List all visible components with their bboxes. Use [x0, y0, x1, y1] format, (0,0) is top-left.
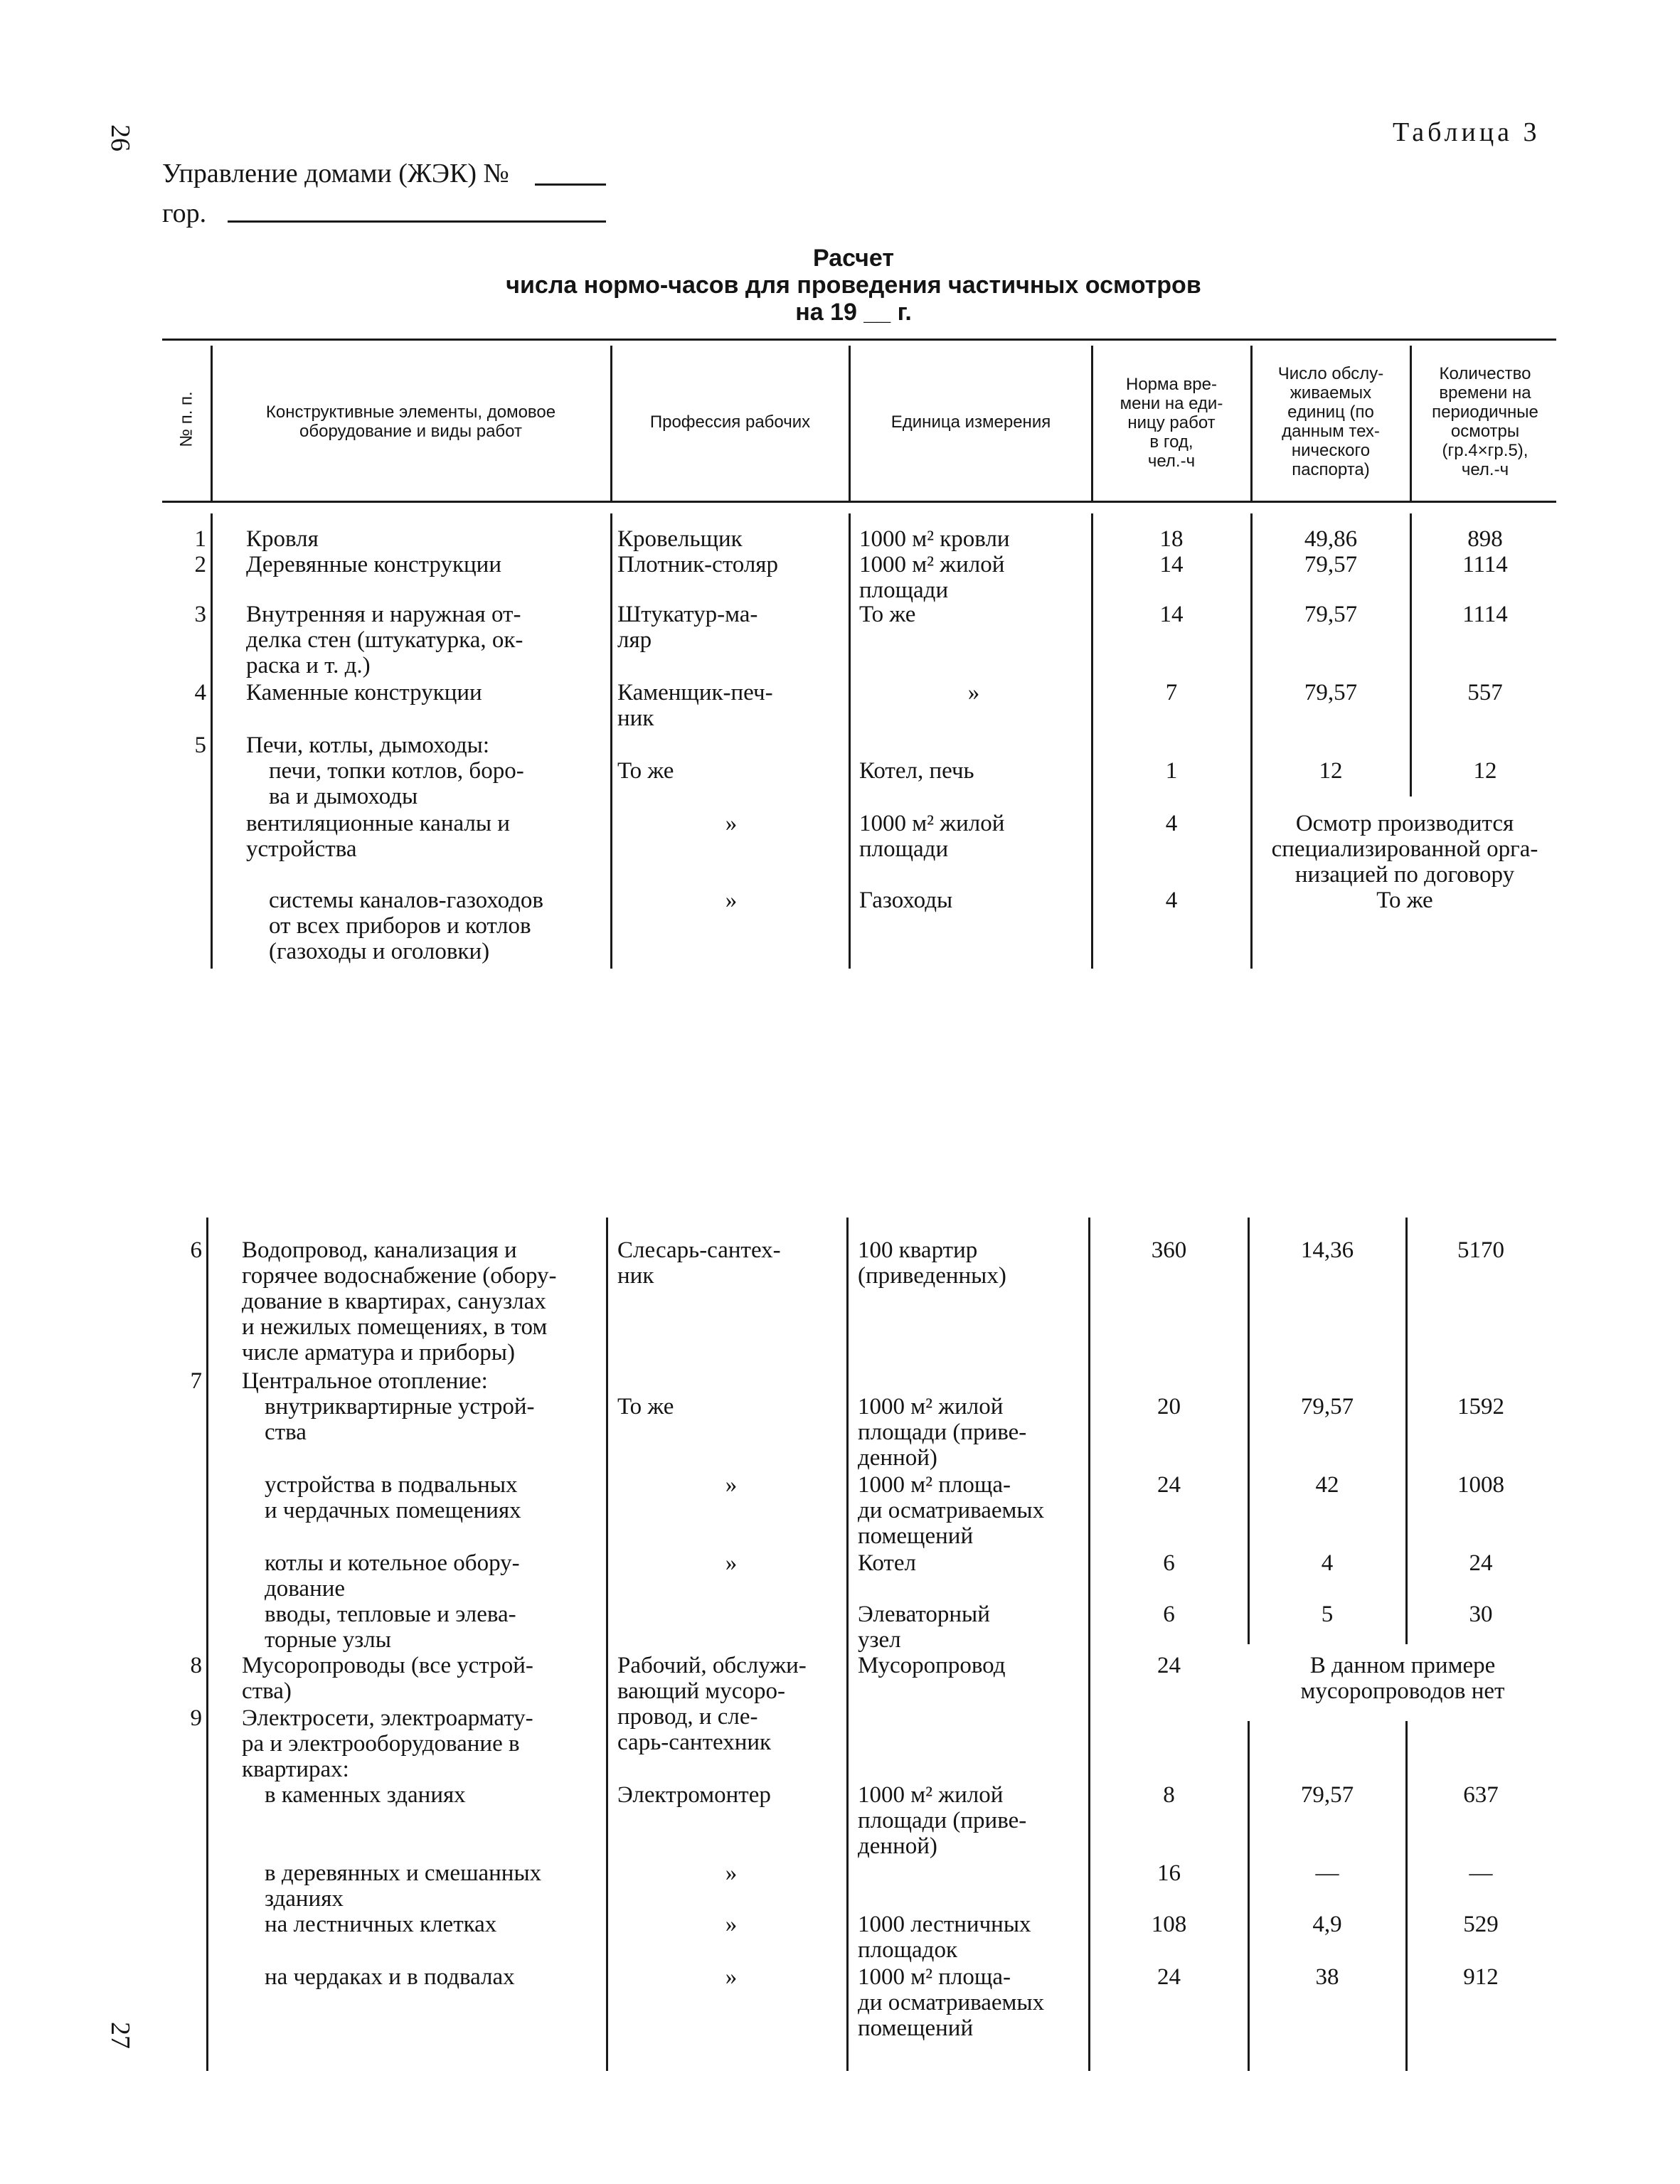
- body-div-4b: [1088, 1218, 1090, 2071]
- row-total: 912: [1463, 1964, 1499, 1990]
- row-number: 7: [190, 1368, 202, 1394]
- row-norm: 24: [1157, 1653, 1181, 1678]
- row-note: В данном примере мусоропроводов нет: [1300, 1653, 1505, 1704]
- row-element: вентиляционные каналы и устройства: [246, 811, 510, 862]
- row-number: 1: [194, 526, 206, 552]
- title-line-2: числа нормо-часов для проведения частичных осмотров: [506, 272, 1201, 299]
- row-total: 24: [1469, 1550, 1493, 1576]
- row-count: —: [1315, 1860, 1339, 1886]
- row-norm: 14: [1159, 552, 1184, 577]
- row-element: Центральное отопление:: [242, 1368, 488, 1394]
- row-total: 529: [1463, 1912, 1499, 1937]
- city-line: [228, 220, 606, 223]
- row-count: 14,36: [1300, 1237, 1354, 1263]
- row-norm: 20: [1157, 1394, 1181, 1419]
- row-count: 79,57: [1304, 602, 1358, 627]
- body-div-2b: [606, 1218, 608, 2071]
- row-unit: Котел: [858, 1550, 916, 1576]
- row-total: 898: [1467, 526, 1503, 552]
- row-profession: »: [725, 811, 738, 836]
- hdr-div-6: [1410, 346, 1412, 501]
- row-element: Деревянные конструкции: [246, 552, 501, 577]
- row-unit: 1000 м² кровли: [859, 526, 1010, 552]
- row-profession: Рабочий, обслужи- вающий мусоро- провод, и сле- сарь-сантехник: [617, 1653, 807, 1755]
- row-count: 12: [1319, 758, 1343, 784]
- body-div-1b: [206, 1218, 208, 2071]
- header-elements: Конструктивные элементы, домовое оборудование и виды работ: [265, 403, 556, 441]
- row-total: 1008: [1457, 1472, 1504, 1498]
- row-number: 6: [190, 1237, 202, 1263]
- row-norm: 16: [1157, 1860, 1181, 1886]
- page-number-bottom: 27: [105, 2022, 135, 2049]
- row-count: 79,57: [1304, 680, 1358, 705]
- row-unit: 1000 м² жилой площади: [859, 552, 1005, 603]
- row-total: 5170: [1457, 1237, 1504, 1263]
- row-profession: Кровельщик: [617, 526, 743, 552]
- row-norm: 24: [1157, 1472, 1181, 1498]
- row-element: Электросети, электроармату- ра и электрооборудование в квартирах:: [242, 1705, 533, 1782]
- row-count: 42: [1315, 1472, 1339, 1498]
- row-unit: То же: [859, 602, 916, 627]
- row-count: 79,57: [1300, 1394, 1354, 1419]
- body-div-4a: [1091, 513, 1093, 969]
- row-total: 1114: [1462, 602, 1508, 627]
- row-norm: 7: [1165, 680, 1178, 705]
- body-div-3b: [846, 1218, 849, 2071]
- table-label: Таблица 3: [1393, 117, 1541, 147]
- org-label: [162, 158, 509, 189]
- row-profession: То же: [617, 1394, 674, 1419]
- row-number: 9: [190, 1705, 202, 1731]
- header-num: № п. п.: [176, 391, 196, 447]
- body-div-6b: [1405, 1218, 1408, 1644]
- body-div-1a: [211, 513, 213, 969]
- row-norm: 6: [1163, 1550, 1175, 1576]
- row-unit: 1000 м² площа- ди осматриваемых помещений: [858, 1964, 1045, 2041]
- row-number: 8: [190, 1653, 202, 1678]
- row-element: котлы и котельное обору- дование: [265, 1550, 520, 1602]
- row-profession: »: [725, 888, 738, 913]
- row-element: Внутренняя и наружная от- делка стен (штукатурка, ок- раска и т. д.): [246, 602, 523, 678]
- title-line-1: Расчет: [812, 245, 895, 272]
- row-unit: Элеваторный узел: [858, 1602, 990, 1653]
- row-unit: 1000 м² жилой площади (приве- денной): [858, 1394, 1027, 1471]
- row-count: 79,57: [1304, 552, 1358, 577]
- body-div-5a: [1250, 513, 1253, 969]
- body-div-3a: [849, 513, 851, 969]
- hdr-div-3: [849, 346, 851, 501]
- header-profession: Профессия рабочих: [649, 412, 811, 432]
- row-norm: 1: [1165, 758, 1178, 784]
- row-norm: 4: [1165, 811, 1178, 836]
- row-total: 1592: [1457, 1394, 1504, 1419]
- city-label: гор.: [162, 198, 207, 228]
- row-norm: 14: [1159, 602, 1184, 627]
- row-note: То же: [1376, 888, 1433, 913]
- row-unit: 1000 м² жилой площади: [859, 811, 1005, 862]
- row-element: вводы, тепловые и элева- торные узлы: [265, 1602, 516, 1653]
- row-count: 4: [1321, 1550, 1334, 1576]
- row-norm: 24: [1157, 1964, 1181, 1990]
- row-profession: Слесарь-сантех- ник: [617, 1237, 781, 1289]
- row-total: 1114: [1462, 552, 1508, 577]
- body-div-6a: [1410, 513, 1412, 797]
- row-unit: Котел, печь: [859, 758, 974, 784]
- row-count: 49,86: [1304, 526, 1358, 552]
- hdr-div-4: [1091, 346, 1093, 501]
- row-norm: 18: [1159, 526, 1184, 552]
- row-element: в деревянных и смешанных зданиях: [265, 1860, 542, 1912]
- row-number: 3: [194, 602, 206, 627]
- row-unit: 100 квартир (приведенных): [858, 1237, 1006, 1289]
- hdr-div-1: [211, 346, 213, 501]
- table-top-rule: [162, 339, 1556, 341]
- row-total: 637: [1463, 1782, 1499, 1808]
- row-norm: 4: [1165, 888, 1178, 913]
- header-count: Число обслу- живаемых единиц (по данным тех- нического паспорта): [1277, 364, 1384, 479]
- row-element: устройства в подвальных и чердачных помещениях: [265, 1472, 521, 1523]
- row-number: 4: [194, 680, 206, 705]
- row-norm: 8: [1163, 1782, 1175, 1808]
- row-unit: 1000 лестничных площадок: [858, 1912, 1031, 1963]
- row-number: 2: [194, 552, 206, 577]
- row-element: в каменных зданиях: [265, 1782, 466, 1808]
- row-total: 557: [1467, 680, 1503, 705]
- row-profession: Электромонтер: [617, 1782, 771, 1808]
- row-element: Кровля: [246, 526, 319, 552]
- row-element: Мусоропроводы (все устрой- ства): [242, 1653, 533, 1704]
- row-total: 12: [1473, 758, 1497, 784]
- header-total: Количество времени на периодичные осмотры (гр.4×гр.5), чел.-ч: [1432, 364, 1538, 479]
- row-unit: »: [967, 680, 980, 705]
- row-element: Каменные конструкции: [246, 680, 482, 705]
- row-number: 5: [194, 733, 206, 758]
- hdr-div-5: [1250, 346, 1253, 501]
- header-norm: Норма вре- мени на еди- ницу работ в год, чел.-ч: [1120, 375, 1223, 471]
- row-norm: 6: [1163, 1602, 1175, 1627]
- row-profession: »: [725, 1550, 738, 1576]
- row-element: печи, топки котлов, боро- ва и дымоходы: [269, 758, 524, 809]
- org-number-line: [535, 183, 606, 186]
- title-line-3: на 19 __ г.: [795, 299, 912, 326]
- row-profession: »: [725, 1472, 738, 1498]
- row-count: 5: [1321, 1602, 1334, 1627]
- body-div-5b: [1248, 1218, 1250, 1644]
- row-profession: »: [725, 1912, 738, 1937]
- header-unit: Единица измерения: [890, 412, 1051, 432]
- row-norm: 108: [1151, 1912, 1187, 1937]
- row-count: 79,57: [1300, 1782, 1354, 1808]
- row-profession: »: [725, 1860, 738, 1886]
- row-profession: Плотник-столяр: [617, 552, 778, 577]
- row-element: системы каналов-газоходов от всех приборов и котлов (газоходы и оголовки): [269, 888, 544, 964]
- row-count: 4,9: [1312, 1912, 1342, 1937]
- row-element: на чердаках и в подвалах: [265, 1964, 515, 1990]
- body-div-2a: [610, 513, 612, 969]
- row-element: Печи, котлы, дымоходы:: [246, 733, 490, 758]
- org-label-text: Управление домами (ЖЭК) №: [162, 159, 509, 188]
- row-profession: То же: [617, 758, 674, 784]
- row-unit: 1000 м² жилой площади (приве- денной): [858, 1782, 1027, 1859]
- header-bottom-rule: [162, 501, 1556, 503]
- row-profession: »: [725, 1964, 738, 1990]
- row-element: внутриквартирные устрой- ства: [265, 1394, 535, 1445]
- row-total: 30: [1469, 1602, 1493, 1627]
- body-div-6c: [1405, 1721, 1408, 2071]
- row-profession: Штукатур-ма- ляр: [617, 602, 758, 653]
- hdr-div-2: [610, 346, 612, 501]
- row-unit: Газоходы: [859, 888, 953, 913]
- row-note: Осмотр производится специализированной орга- низацией по договору: [1271, 811, 1538, 888]
- page-number-top: 26: [105, 124, 135, 151]
- row-unit: 1000 м² площа- ди осматриваемых помещений: [858, 1472, 1045, 1549]
- row-element: Водопровод, канализация и горячее водоснабжение (обору- дование в квартирах, санузлах и нежилых помещениях, в том числе арматура и приборы): [242, 1237, 557, 1365]
- row-norm: 360: [1151, 1237, 1187, 1263]
- row-profession: Каменщик-печ- ник: [617, 680, 773, 731]
- row-element: на лестничных клетках: [265, 1912, 497, 1937]
- row-total: —: [1469, 1860, 1493, 1886]
- body-div-5c: [1248, 1721, 1250, 2071]
- row-count: 38: [1315, 1964, 1339, 1990]
- row-unit: Мусоропровод: [858, 1653, 1006, 1678]
